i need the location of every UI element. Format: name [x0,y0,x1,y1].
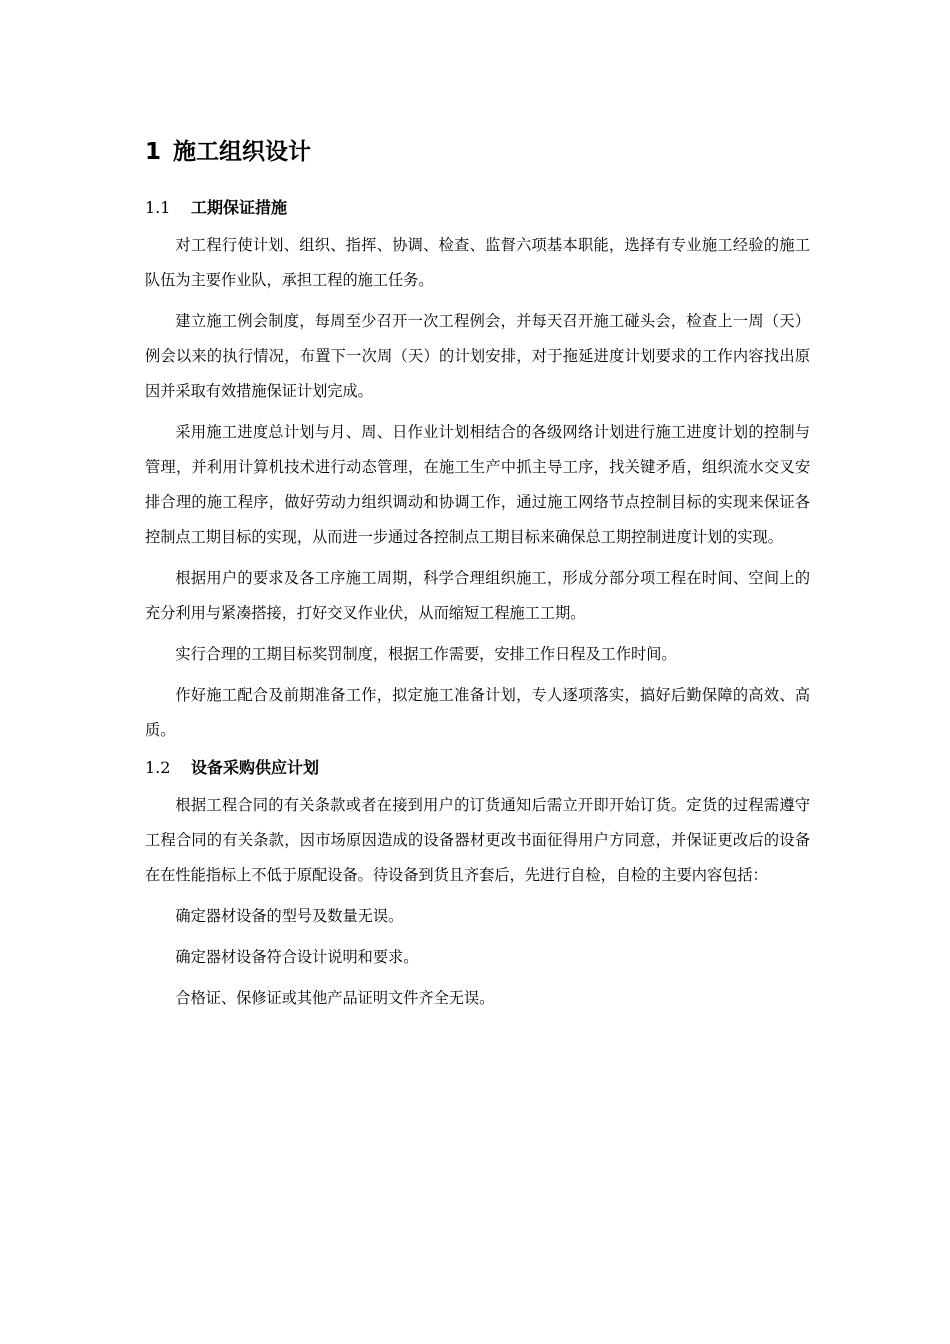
section-title: 设备采购供应计划 [191,758,320,777]
section-1-2 [145,754,810,1016]
section-1-1 [145,194,810,748]
paragraph: 建立施工例会制度，每周至少召开一次工程例会，并每天召开施工碰头会，检查上一周（天）例会以来的执行情况，布置下一次周（天）的计划安排，对于拖延进度计划要求的工作内容找出原因并采取有效措施保证计划完成。 [145,312,810,400]
list-paragraph: 确定器材设备符合设计说明和要求。 [175,948,419,966]
section-title: 工期保证措施 [191,198,288,217]
chapter-title: 施工组织设计 [173,139,312,165]
paragraph: 对工程行使计划、组织、指挥、协调、检查、监督六项基本职能，选择有专业施工经验的施工队伍为主要作业队，承担工程的施工任务。 [145,236,810,289]
section-number: 1.2 [145,758,171,777]
paragraph: 根据工程合同的有关条款或者在接到用户的订货通知后需立开即开始订货。定货的过程需遵守工程合同的有关条款，因市场原因造成的设备器材更改书面征得用户方同意，并保证更改后的设备在在性能指标上不低于原配设备。待设备到货且齐套后，先进行自检，自检的主要内容包括： [145,796,810,884]
document-page [145,136,810,1022]
paragraph: 实行合理的工期目标奖罚制度，根据工作需要，安排工作日程及工作时间。 [175,645,677,663]
chapter-number: 1 [145,139,162,165]
paragraph: 作好施工配合及前期准备工作，拟定施工准备计划，专人逐项落实，搞好后勤保障的高效、高质。 [145,686,810,739]
chapter-heading [145,136,810,168]
paragraph: 采用施工进度总计划与月、周、日作业计划相结合的各级网络计划进行施工进度计划的控制与管理，并利用计算机技术进行动态管理，在施工生产中抓主导工序，找关键矛盾，组织流水交叉安排合理的施工程序，做好劳动力组织调动和协调工作，通过施工网络节点控制目标的实现来保证各控制点工期目标的实现，从而进一步通过各控制点工期目标来确保总工期控制进度计划的实现。 [145,423,810,546]
list-paragraph: 合格证、保修证或其他产品证明文件齐全无误。 [175,989,495,1007]
list-paragraph: 确定器材设备的型号及数量无误。 [175,907,404,925]
section-heading [145,754,810,782]
section-heading [145,194,810,222]
paragraph: 根据用户的要求及各工序施工周期，科学合理组织施工，形成分部分项工程在时间、空间上的充分利用与紧凑搭接，打好交叉作业伏，从而缩短工程施工工期。 [145,569,810,622]
section-number: 1.1 [145,198,171,217]
